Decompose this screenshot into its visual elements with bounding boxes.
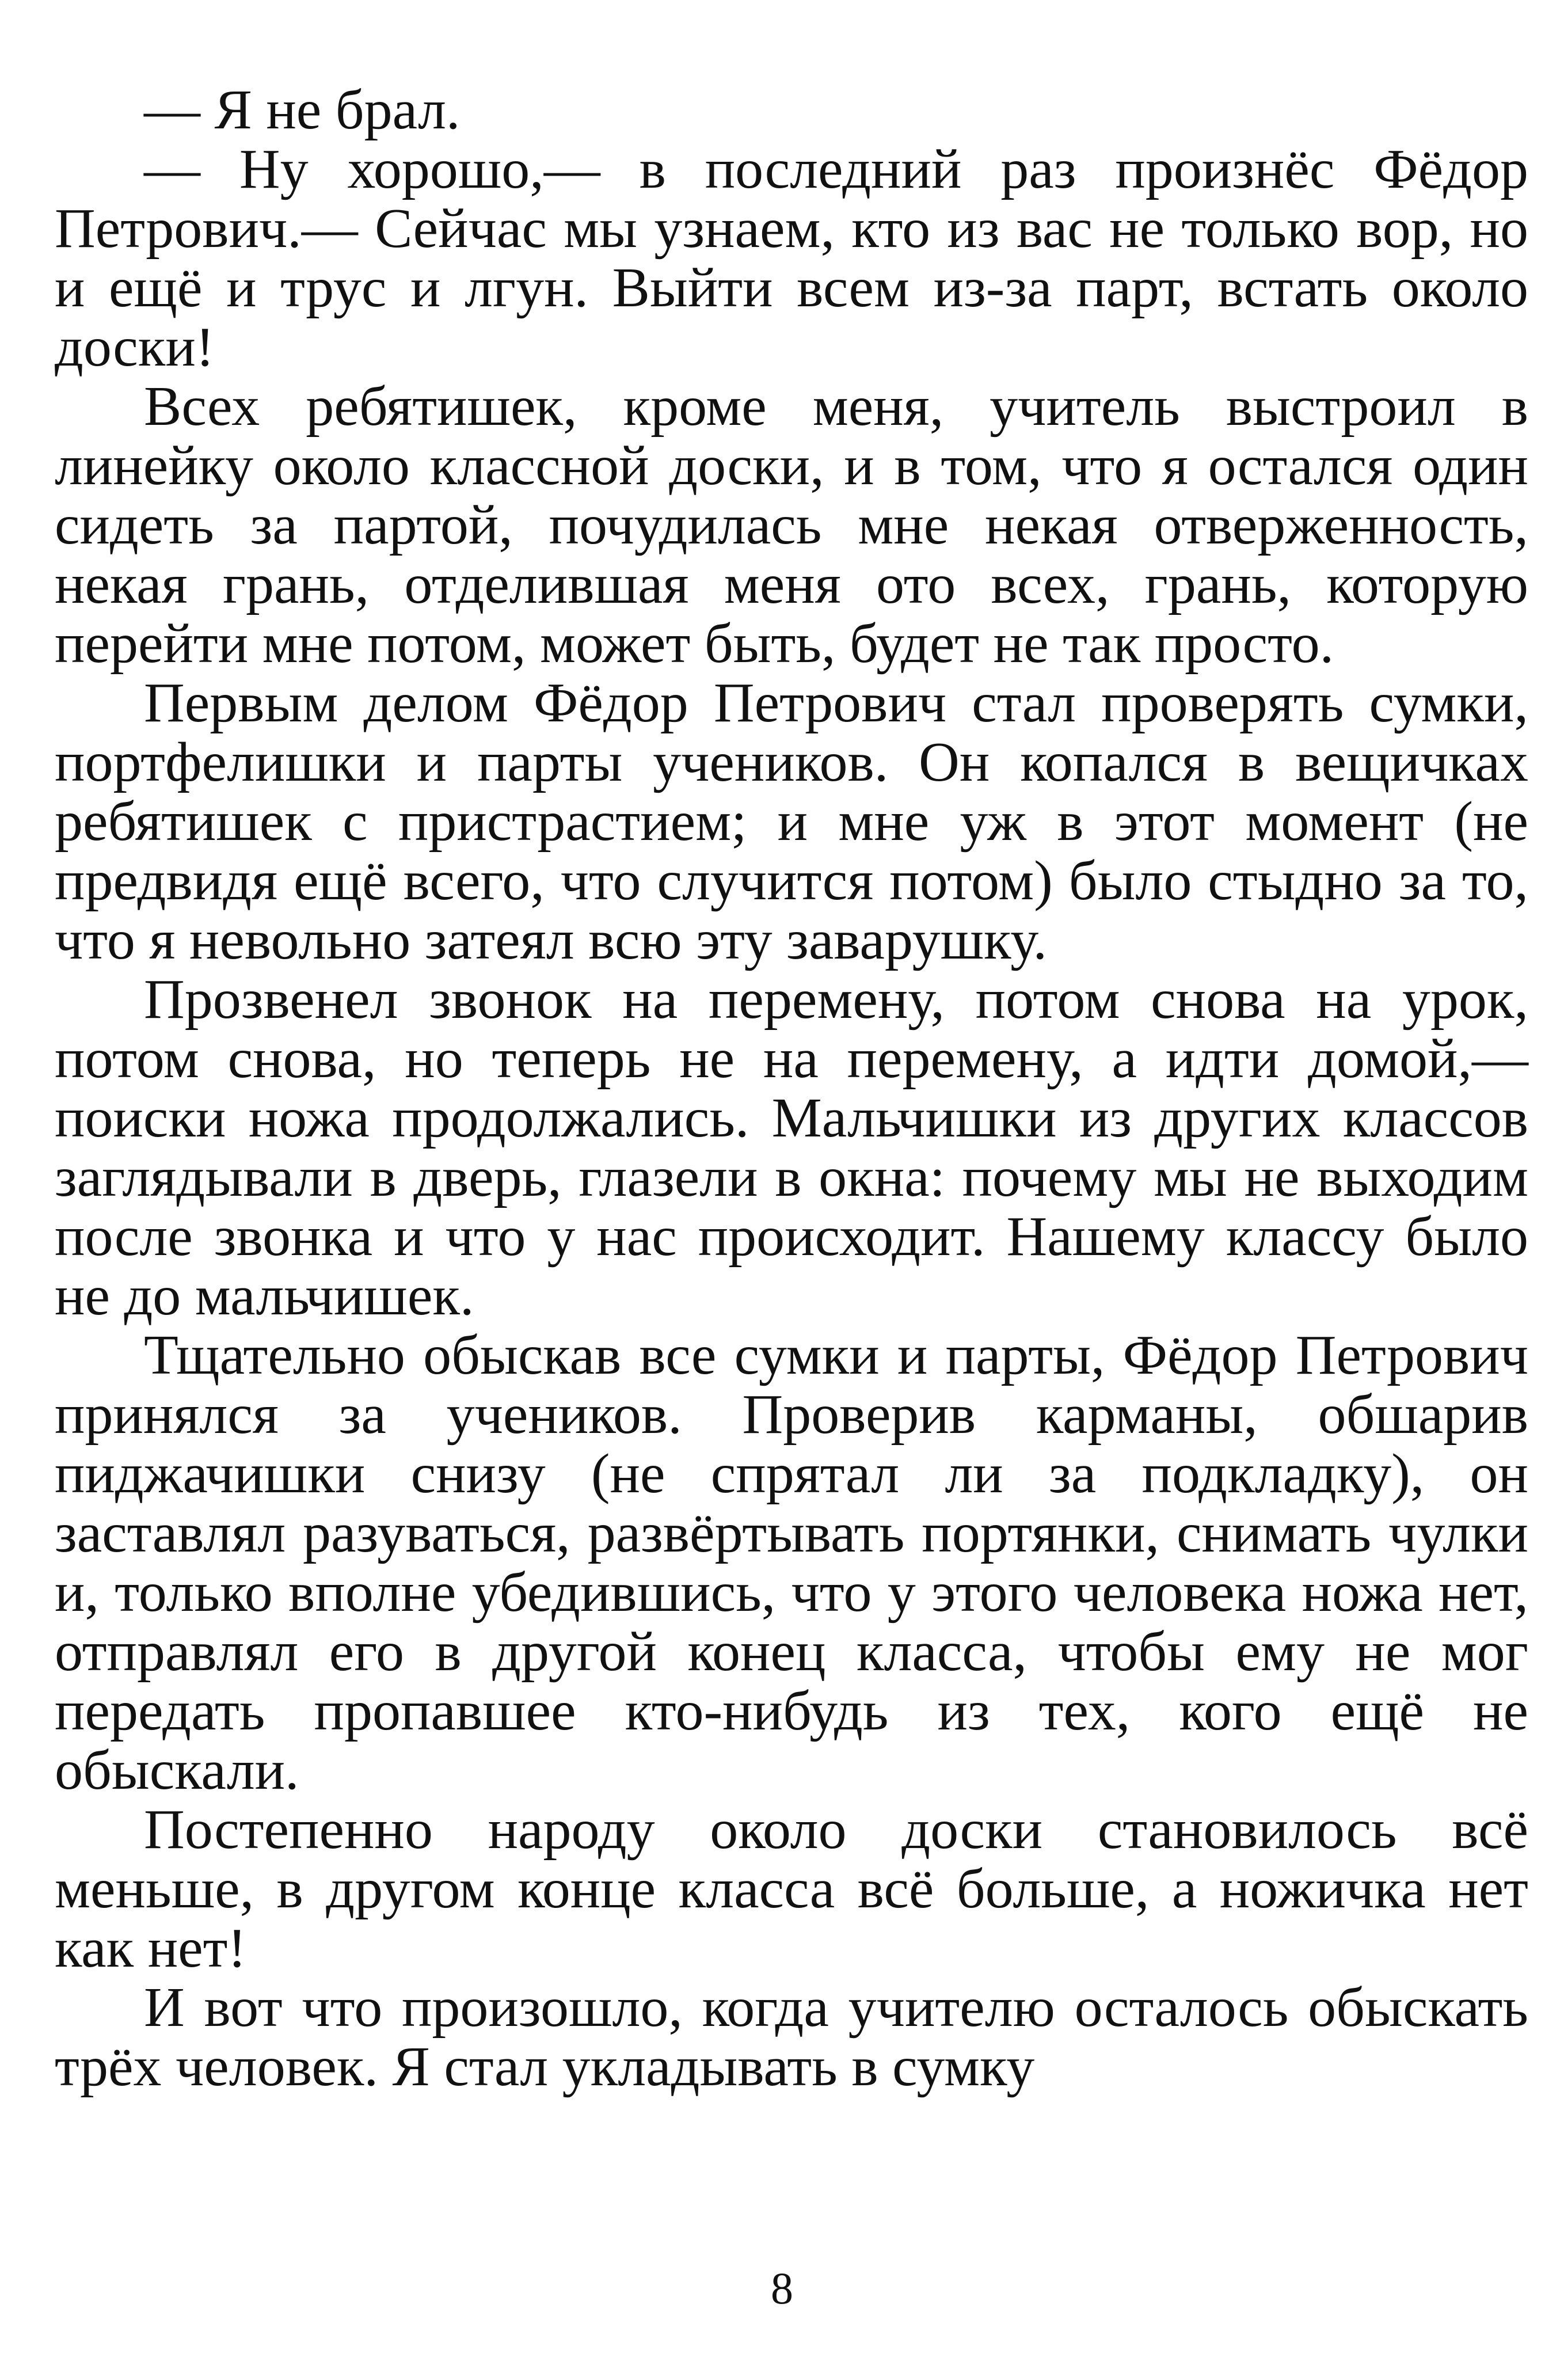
page-body xyxy=(55,81,1528,2097)
paragraph-2: — Ну хорошо,— в последний раз произнёс Фёдор Петрович.— Сейчас мы узнаем, кто из вас не только вор, но и ещё и трус и лгун. Выйти всем из-за парт, встать около доски! xyxy=(55,138,1528,378)
page-number: 8 xyxy=(771,2263,793,2313)
paragraph-3: Всех ребятишек, кроме меня, учитель выстроил в линейку около классной доски, и в том, что я остался один сидеть за партой, почудилась мне некая отверженность, некая грань, отделившая меня ото всех, грань, которую перейти мне потом, может быть, будет не так просто. xyxy=(55,375,1528,675)
paragraph-5: Прозвенел звонок на перемену, потом снова на урок, потом снова, но теперь не на перемену, а идти домой,— поиски ножа продолжались. Мальчишки из других классов заглядывали в дверь, глазели в окна: почему мы не выходим после звонка и что у нас происходит. Нашему классу было не до мальчишек. xyxy=(55,968,1528,1327)
paragraph-7: Постепенно народу около доски становилось всё меньше, в другом конце класса всё больше, а ножичка нет как нет! xyxy=(55,1799,1528,1979)
paragraph-6: Тщательно обыскав все сумки и парты, Фёдор Петрович принялся за учеников. Проверив карманы, обшарив пиджачишки снизу (не спрятал ли за подкладку), он заставлял разуваться, развёртывать портянки, снимать чулки и, только вполне убедившись, что у этого человека ножа нет, отправлял его в другой конец класса, чтобы ему не мог передать пропавшее кто-нибудь из тех, кого ещё не обыскали. xyxy=(55,1324,1528,1801)
paragraph-1: — Я не брал. xyxy=(144,79,461,141)
paragraph-4: Первым делом Фёдор Петрович стал проверять сумки, портфелишки и парты учеников. Он копался в вещичках ребятишек с пристрастием; и мне уж в этот момент (не предвидя ещё всего, что случится потом) было стыдно за то, что я невольно затеял всю эту заварушку. xyxy=(55,672,1528,971)
paragraph-8: И вот что произошло, когда учителю осталось обыскать трёх человек. Я стал укладывать в сумку xyxy=(55,1976,1528,2098)
